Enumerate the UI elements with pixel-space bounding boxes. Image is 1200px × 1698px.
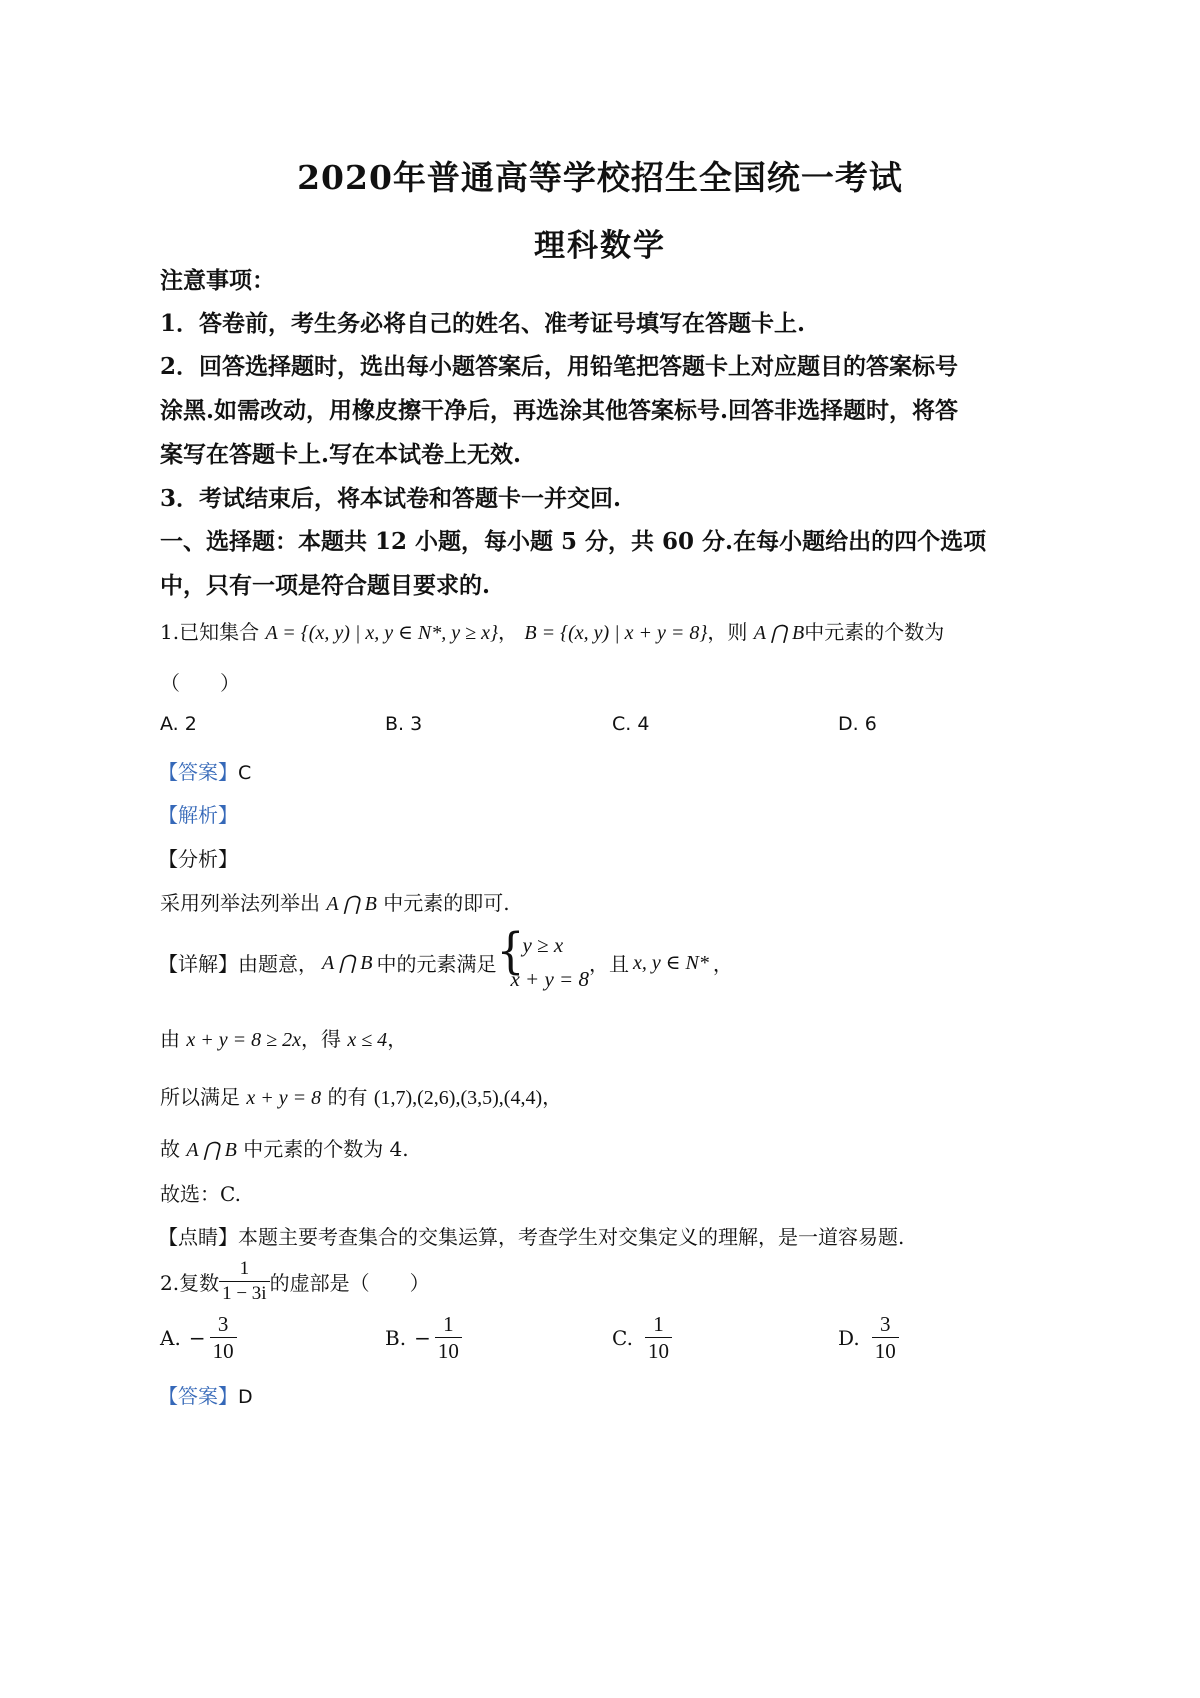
q1-set-a: A = {(x, y) | x, y ∈ N*, y ≥ x}: [265, 622, 499, 644]
q1-answer-paren: （ ）: [160, 671, 240, 695]
q1-analysis-tag: 【解析】: [158, 803, 238, 827]
brace-icon: {: [496, 923, 525, 980]
q1-detail-mid: 中的元素满足: [376, 951, 497, 976]
q2-fraction-den: 1 − 3i: [222, 1282, 267, 1304]
q1-step-2-pre: 由: [160, 1027, 180, 1051]
q2-option-c-fraction: [645, 1312, 672, 1364]
q1-detail-pre: 由题意，: [238, 951, 318, 976]
q1-answer-tag: 【答案】: [158, 760, 238, 784]
q1-suffix: 中元素的个数为: [804, 620, 945, 644]
q1-step-2-math-2: x ≤ 4: [347, 1029, 388, 1051]
q1-fenxi-pre: 采用列举法列举出: [160, 891, 320, 915]
q2-option-a: [160, 1312, 237, 1364]
q1-system-row-2: x + y = 8: [510, 967, 589, 991]
q2-option-d-label: D.: [838, 1326, 860, 1351]
q1-detail-end: ，: [712, 951, 733, 976]
q2-option-a-fraction: [210, 1312, 237, 1364]
q2-option-b: [385, 1312, 462, 1364]
q1-fenxi-tag: 【分析】: [158, 847, 238, 871]
notes-item-1: 1．答卷前，考生务必将自己的姓名、准考证号填写在答题卡上.: [160, 310, 806, 337]
q2-option-a-sign: −: [188, 1326, 206, 1351]
q1-detail-post: ，且: [588, 951, 629, 976]
q1-fenxi-math: A ⋂ B: [326, 893, 377, 915]
q1-step-4-post: 中元素的个数为 4.: [243, 1137, 409, 1161]
q1-intersection: A ⋂ B: [753, 622, 805, 644]
q2-option-d-fraction: [872, 1312, 899, 1364]
q2-option-b-fraction: [435, 1312, 462, 1364]
q1-step-4: [160, 1133, 409, 1162]
notes-heading: 注意事项：: [160, 267, 275, 294]
q2-option-b-den: 10: [437, 1339, 459, 1364]
q2-option-b-label: B.: [385, 1326, 407, 1351]
q2-option-d-den: 10: [874, 1339, 896, 1364]
q1-fenxi-post: 中元素的即可.: [383, 891, 510, 915]
q1-option-c: C. 4: [612, 713, 650, 735]
q1-step-3-math: x + y = 8: [246, 1087, 322, 1109]
q1-set-b: B = {(x, y) | x + y = 8}: [524, 622, 708, 644]
exam-subtitle: 理科数学: [534, 228, 666, 264]
q1-step-4-pre: 故: [160, 1137, 180, 1161]
q2-option-d-num: 3: [872, 1312, 899, 1338]
q2-stem: [160, 1258, 430, 1306]
q1-system-row-1: y ≥ x: [522, 933, 564, 957]
q1-step-3-mid: 的有: [327, 1085, 368, 1109]
q2-answer-tag: 【答案】: [158, 1384, 238, 1408]
notes-item-2-line-2: 涂黑.如需改动，用橡皮擦干净后，再选涂其他答案标号.回答非选择题时，将答: [160, 397, 959, 424]
q2-fraction: [219, 1258, 270, 1306]
q1-detail-math: A ⋂ B: [322, 951, 373, 974]
q1-step-2-end: ，: [387, 1027, 408, 1051]
q1-step-3-end: ，: [542, 1085, 563, 1109]
section-heading-line-2: 中，只有一项是符合题目要求的.: [160, 572, 491, 599]
q2-option-a-num: 3: [210, 1312, 237, 1338]
notes-item-3: 3．考试结束后，将本试卷和答题卡一并交回.: [160, 485, 622, 512]
q1-mid: ，则: [707, 620, 748, 644]
q1-option-b: B. 3: [385, 713, 423, 735]
q1-sep: ，: [498, 620, 519, 644]
q1-detail-tag: 【详解】: [158, 951, 238, 976]
q1-step-2: [160, 1023, 407, 1052]
section-heading-line-1: 一、选择题：本题共 12 小题，每小题 5 分，共 60 分.在每小题给出的四个选项: [160, 528, 987, 555]
q1-step-4-math: A ⋂ B: [186, 1139, 237, 1161]
q2-option-c-label: C.: [612, 1326, 633, 1351]
q1-step-2-mid: ，得: [300, 1027, 341, 1051]
q1-option-a: A. 2: [160, 713, 197, 735]
q1-step-3-pre: 所以满足: [160, 1085, 240, 1109]
q1-fenxi-text: [160, 887, 510, 916]
q1-equation-system: [496, 923, 589, 996]
q2-option-b-num: 1: [435, 1312, 462, 1338]
q2-option-c-den: 10: [647, 1339, 669, 1364]
notes-item-2-line-3: 案写在答题卡上.写在本试卷上无效.: [160, 441, 522, 468]
q1-option-d: D. 6: [838, 713, 877, 735]
q1-comment-tag: 【点睛】: [158, 1225, 238, 1249]
q2-option-d: [838, 1312, 899, 1364]
q1-detail: [158, 923, 733, 996]
q1-step-2-math: x + y = 8 ≥ 2x: [186, 1029, 301, 1051]
q1-answer-value: C: [238, 762, 252, 784]
q2-option-a-den: 10: [212, 1339, 234, 1364]
q2-fraction-num: 1: [219, 1258, 270, 1282]
q1-answer: [158, 756, 251, 785]
q1-comment: [158, 1221, 904, 1250]
q2-option-a-label: A.: [160, 1326, 181, 1351]
q1-prefix: 1.已知集合: [160, 620, 260, 644]
q2-answer-value: D: [238, 1386, 253, 1408]
q2-answer: [158, 1380, 253, 1409]
q1-detail-math-2: x, y ∈ N*: [632, 951, 709, 974]
q1-stem: [160, 616, 944, 645]
q1-step-3: [160, 1081, 562, 1110]
q2-option-b-sign: −: [414, 1326, 431, 1351]
q2-option-c: [612, 1312, 672, 1364]
q2-option-c-num: 1: [645, 1312, 672, 1338]
q1-comment-text: 本题主要考查集合的交集运算，考查学生对交集定义的理解，是一道容易题.: [238, 1225, 905, 1249]
notes-item-2-line-1: 2．回答选择题时，选出每小题答案后，用铅笔把答题卡上对应题目的答案标号: [160, 353, 959, 380]
q2-prefix: 2.复数: [160, 1271, 220, 1296]
q2-suffix: 的虚部是（ ）: [269, 1271, 430, 1296]
q1-choice: 故选：C.: [160, 1182, 241, 1206]
q1-step-3-pairs: (1,7),(2,6),(3,5),(4,4): [373, 1087, 543, 1109]
exam-title: 2020年普通高等学校招生全国统一考试: [297, 158, 903, 197]
